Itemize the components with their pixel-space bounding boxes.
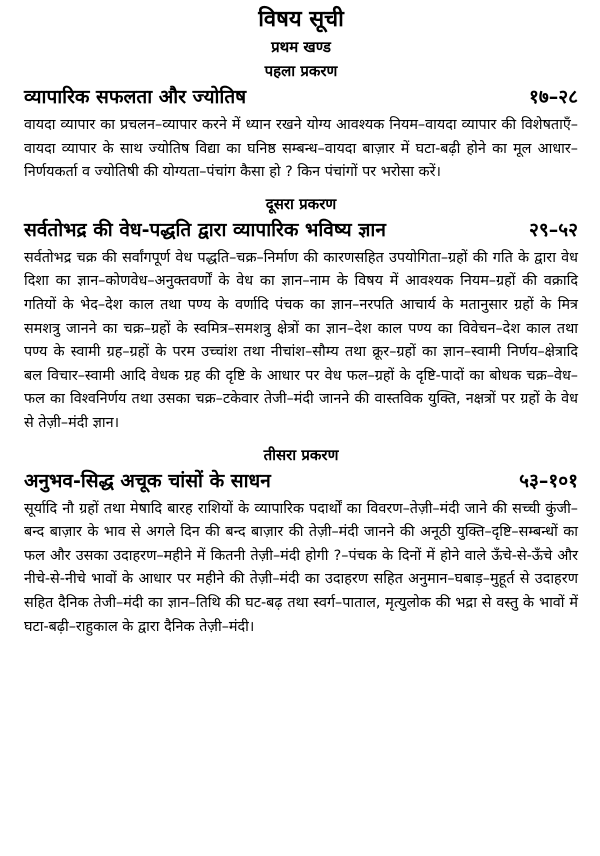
chapter-title: अनुभव-सिद्ध अचूक चांसों के साधन xyxy=(24,469,271,492)
chapter-summary: सूर्यादि नौ ग्रहों तथा मेषादि बारह राशियों के व्यापारिक पदार्थों का विवरण–तेज़ी–मंदी जाने की सच्ची कुंजी–बन्द बाज़ार के भाव से अगले दिन की बन्द बाज़ार की तेज़ी–मंदी जानने की अनूठी युक्ति–दृष्टि–सम्बन्धों का फल और उसका उदाहरण–महीने में कितनी तेज़ी–मंदी होगी ?–पंचक के दिनों में होने वाले ऊँचे-से-ऊँचे और नीचे-से-नीचे भावों के आधार पर महीने की तेज़ी–मंदी का उदाहरण सहित अनुमान–घबाड़–मुहूर्त से उदाहरण सहित दैनिक तेजी–मंदी का ज्ञान–तिथि की घट-बढ़ तथा स्वर्ग–पाताल, मृत्युलोक की भद्रा से वस्तु के भावों में घटा-बढ़ी–राहुकाल के द्वारा दैनिक तेज़ी–मंदी। xyxy=(24,500,578,635)
chapter-page-range: २९–५२ xyxy=(528,218,578,241)
toc-title: विषय सूची xyxy=(258,7,344,32)
part-title: प्रथम खण्ड xyxy=(271,38,331,56)
chapter-heading-row xyxy=(24,468,578,494)
chapter-heading-row xyxy=(24,84,578,110)
chapter-summary: सर्वतोभद्र चक्र की सर्वांगपूर्ण वेध पद्धति–चक्र–निर्माण की कारणसहित उपयोगिता–ग्रहों की गति के द्वारा वेध दिशा का ज्ञान–कोणवेध–अनुक्तवर्णों के वेध का ज्ञान–नाम के विषय में आवश्यक नियम–ग्रहों की वक्रादि गतियों के भेद–देश काल तथा पण्य के वर्णादि पंचक का ज्ञान–नरपति आचार्य के मतानुसार ग्रहों के मित्र समशत्रु जानने का चक्र–ग्रहों के स्वमित्र–समशत्रु क्षेत्रों का ज्ञान–देश काल पण्य का विवेचन–देश काल तथा पण्य के स्वामी ग्रह–ग्रहों के परम उच्चांश तथा नीचांश–सौम्य तथा क्रूर–ग्रहों का ज्ञान–स्वामी निर्णय–क्षेत्रादि बल विचार–स्वामी आदि वेधक ग्रह की दृष्टि के आधार पर वेध फल–ग्रहों के दृष्टि-पादों का बोधक चक्र–वेध–फल का विश्वनिर्णय तथा उसका चक्र–टकेवार तेजी–मंदी जानने की वास्तविक युक्ति, नक्षत्रों पर ग्रहों के वेध से तेज़ी–मंदी ज्ञान। xyxy=(24,249,578,431)
chapter-label: पहला प्रकरण xyxy=(264,62,338,80)
chapter-page-range: ५३–१०१ xyxy=(519,469,578,492)
chapter-heading-row xyxy=(24,217,578,243)
chapter-section-3 xyxy=(24,444,578,640)
chapter-title: सर्वतोभद्र की वेध-पद्धति द्वारा व्यापारिक भविष्य ज्ञान xyxy=(24,218,386,241)
chapter-label: दूसरा प्रकरण xyxy=(265,194,337,213)
chapter-section-2 xyxy=(24,193,578,436)
chapter-summary: वायदा व्यापार का प्रचलन–व्यापार करने में ध्यान रखने योग्य आवश्यक नियम–वायदा व्यापार की विशेषताएँ–वायदा व्यापार के साथ ज्योतिष विद्या का घनिष्ठ सम्बन्ध–वायदा बाज़ार में घटा-बढ़ी होने का मूल आधार–निर्णयकर्ता व ज्योतिषी की योग्यता–पंचांग कैसा हो ? किन पंचांगों पर भरोसा करें। xyxy=(24,117,578,181)
chapter-label: तीसरा प्रकरण xyxy=(263,445,339,464)
chapter-title: व्यापारिक सफलता और ज्योतिष xyxy=(24,86,247,108)
chapter-section-1 xyxy=(24,60,578,185)
chapter-page-range: १७–२८ xyxy=(528,86,578,108)
